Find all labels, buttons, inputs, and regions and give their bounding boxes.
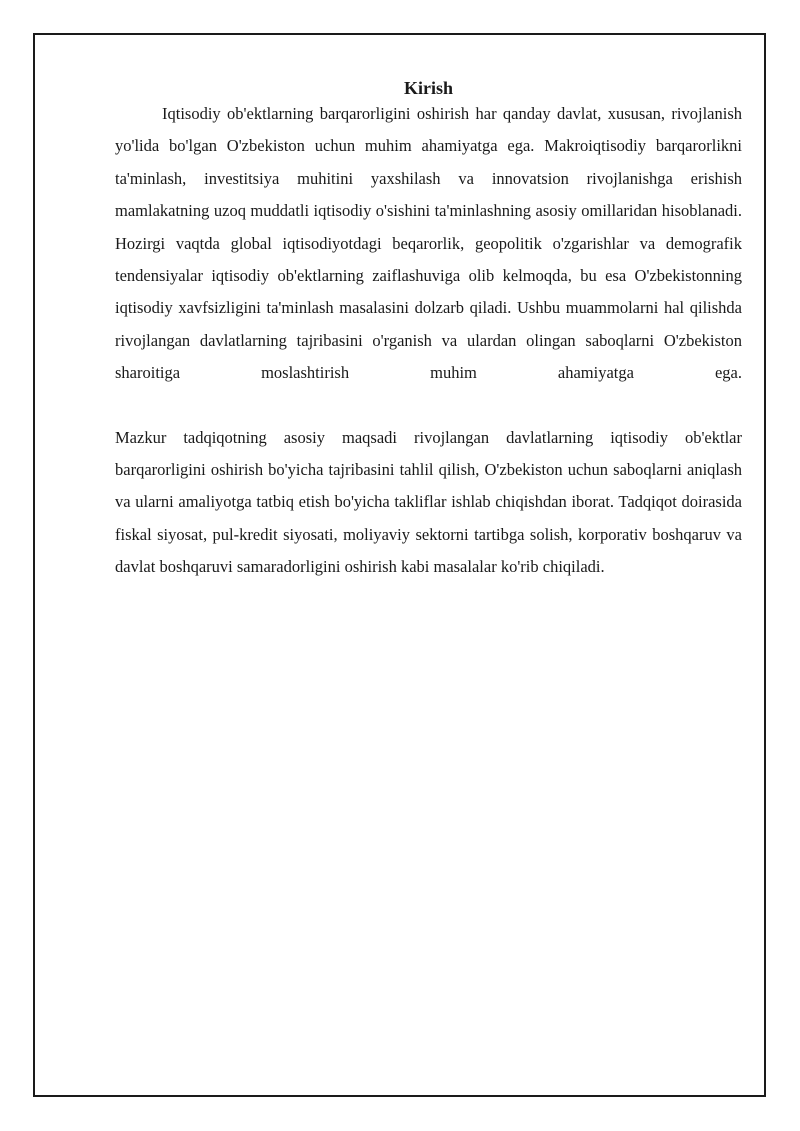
- paragraph-gap: [115, 390, 742, 422]
- document-body: [115, 74, 742, 584]
- document-title: Kirish: [403, 78, 453, 98]
- paragraph-purpose: Mazkur tadqiqotning asosiy maqsadi rivojlangan davlatlarning iqtisodiy ob'ektlar barqarorligini oshirish bo'yicha tajribasini tahlil qilish, O'zbekiston uchun saboqlarni aniqlash va ularni amaliyotga tatbiq etish bo'yicha takliflar ishlab chiqishdan iborat. Tadqiqot doirasida fiskal siyosat, pul-kredit siyosati, moliyaviy sektorni tartibga solish, korporativ boshqaruv va davlat boshqaruvi samaradorligini oshirish kabi masalalar ko'rib chiqiladi.: [115, 427, 742, 577]
- paragraph-intro: Iqtisodiy ob'ektlarning barqarorligini oshirish har qanday davlat, xususan, rivojlanish yo'lida bo'lgan O'zbekiston uchun muhim ahamiyatga ega. Makroiqtisodiy barqarorlikni ta'minlash, investitsiya muhitini yaxshilash va innovatsion rivojlanishga erishish mamlakatning uzoq muddatli iqtisodiy o'sishini ta'minlashning asosiy omillaridan hisoblanadi. Hozirgi vaqtda global iqtisodiyotdagi beqarorlik, geopolitik o'zgarishlar va demografik tendensiyalar iqtisodiy ob'ektlarning zaiflashuviga olib kelmoqda, bu esa O'zbekistonning iqtisodiy xavfsizligini ta'minlash masalasini dolzarb qiladi. Ushbu muammolarni hal qilishda rivojlangan davlatlarning tajribasini o'rganish va ulardan olingan saboqlarni O'zbekiston sharoitiga moslashtirish muhim ahamiyatga ega.: [115, 104, 742, 383]
